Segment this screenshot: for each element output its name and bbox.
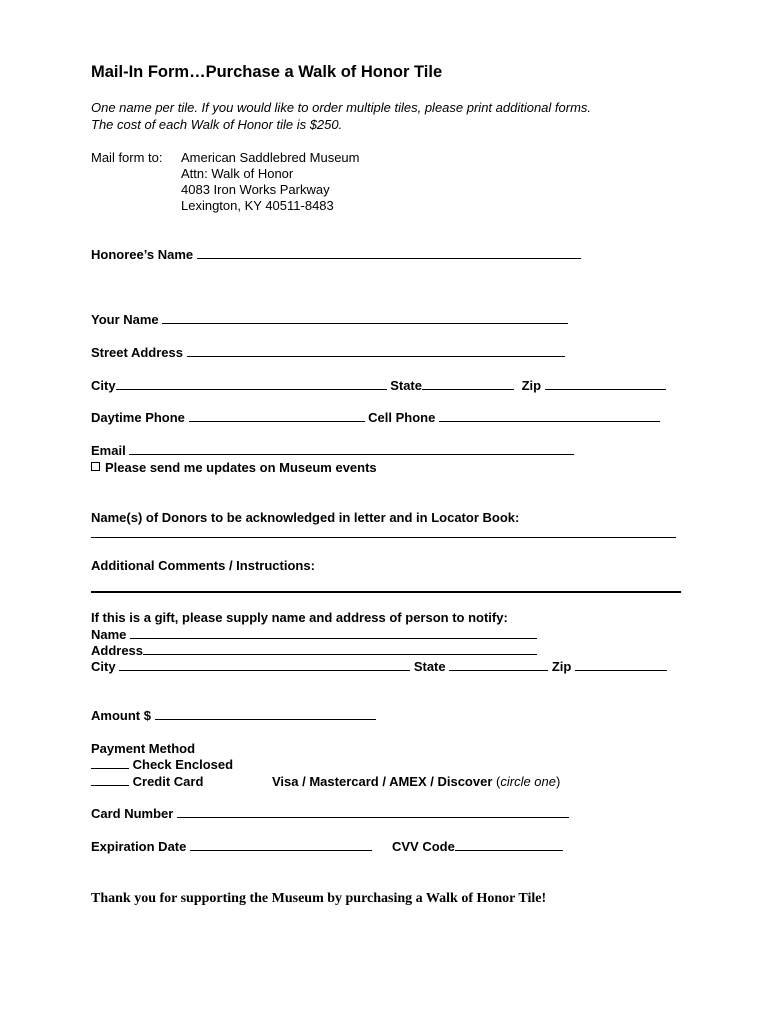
card-number-label: Card Number xyxy=(91,806,174,821)
mail-address-line: American Saddlebred Museum xyxy=(181,150,360,165)
gift-address-field[interactable] xyxy=(91,643,537,658)
circle-one-open: ( xyxy=(496,774,501,789)
amount-line[interactable] xyxy=(155,709,376,720)
mail-to-label: Mail form to: xyxy=(91,150,163,165)
phone-row xyxy=(91,410,660,425)
cvv-field[interactable] xyxy=(392,839,563,854)
card-number-field[interactable] xyxy=(91,806,569,821)
cell-phone-line[interactable] xyxy=(439,411,660,422)
credit-card-row[interactable] xyxy=(91,774,203,789)
email-line[interactable] xyxy=(129,444,574,455)
gift-address-label: Address xyxy=(91,643,144,658)
gift-address-line[interactable] xyxy=(143,644,537,655)
intro-line-1: One name per tile. If you would like to order multiple tiles, please print additional forms. xyxy=(91,100,592,115)
intro-line-2: The cost of each Walk of Honor tile is $250. xyxy=(91,117,343,132)
cell-phone-label: Cell Phone xyxy=(368,410,436,425)
honoree-name-label: Honoree’s Name xyxy=(91,247,194,262)
daytime-phone-label: Daytime Phone xyxy=(91,410,185,425)
mail-address-line: 4083 Iron Works Parkway xyxy=(181,182,330,197)
donors-line[interactable] xyxy=(91,527,676,538)
street-address-line[interactable] xyxy=(187,346,565,357)
card-types: Visa / Mastercard / AMEX / Discover xyxy=(272,774,493,789)
street-address-field[interactable] xyxy=(91,345,565,360)
card-number-line[interactable] xyxy=(177,807,569,818)
street-address-label: Street Address xyxy=(91,345,183,360)
expiration-field[interactable] xyxy=(91,839,372,854)
email-label: Email xyxy=(91,443,126,458)
page-title: Mail-In Form…Purchase a Walk of Honor Tile xyxy=(91,63,443,81)
check-enclosed-line[interactable] xyxy=(91,758,129,769)
daytime-phone-line[interactable] xyxy=(189,411,365,422)
mail-address-line: Attn: Walk of Honor xyxy=(181,166,294,181)
gift-zip-label: Zip xyxy=(551,659,572,674)
updates-checkbox[interactable] xyxy=(91,462,100,471)
expiration-label: Expiration Date xyxy=(91,839,187,854)
amount-field[interactable] xyxy=(91,708,376,723)
check-enclosed-row[interactable] xyxy=(91,757,233,772)
gift-city-line[interactable] xyxy=(119,660,410,671)
city-state-zip-row xyxy=(91,378,666,393)
updates-checkbox-label: Please send me updates on Museum events xyxy=(105,460,377,475)
donors-label: Name(s) of Donors to be acknowledged in letter and in Locator Book: xyxy=(91,510,520,525)
gift-zip-line[interactable] xyxy=(575,660,667,671)
thank-you-message: Thank you for supporting the Museum by purchasing a Walk of Honor Tile! xyxy=(91,891,547,906)
gift-state-label: State xyxy=(413,659,446,674)
gift-state-line[interactable] xyxy=(449,660,548,671)
honoree-name-field[interactable] xyxy=(91,247,581,262)
gift-heading: If this is a gift, please supply name and address of person to notify: xyxy=(91,610,508,625)
gift-name-label: Name xyxy=(91,627,127,642)
honoree-name-line[interactable] xyxy=(197,248,581,259)
credit-card-label: Credit Card xyxy=(132,774,204,789)
check-enclosed-label: Check Enclosed xyxy=(132,757,234,772)
comments-label: Additional Comments / Instructions: xyxy=(91,558,315,573)
city-label: City xyxy=(91,378,116,393)
circle-one-note: circle one xyxy=(500,774,556,789)
your-name-line[interactable] xyxy=(162,313,568,324)
gift-name-field[interactable] xyxy=(91,627,537,642)
gift-name-line[interactable] xyxy=(130,628,537,639)
mail-address-line: Lexington, KY 40511-8483 xyxy=(181,198,334,213)
payment-method-heading: Payment Method xyxy=(91,741,196,756)
your-name-label: Your Name xyxy=(91,312,159,327)
cvv-line[interactable] xyxy=(455,840,563,851)
cvv-label: CVV Code xyxy=(392,839,455,854)
zip-label: Zip xyxy=(521,378,542,393)
circle-one-close: ) xyxy=(556,774,561,789)
comments-divider xyxy=(91,591,681,593)
credit-card-line[interactable] xyxy=(91,775,129,786)
amount-label: Amount $ xyxy=(91,708,151,723)
gift-city-state-zip-row xyxy=(91,659,667,674)
card-type-options[interactable] xyxy=(272,774,560,789)
expiration-line[interactable] xyxy=(190,840,372,851)
state-line[interactable] xyxy=(422,379,514,390)
email-field[interactable] xyxy=(91,443,574,458)
city-line[interactable] xyxy=(116,379,387,390)
gift-city-label: City xyxy=(91,659,116,674)
your-name-field[interactable] xyxy=(91,312,568,327)
updates-checkbox-row[interactable] xyxy=(91,460,377,475)
state-label: State xyxy=(390,378,422,393)
zip-line[interactable] xyxy=(545,379,666,390)
